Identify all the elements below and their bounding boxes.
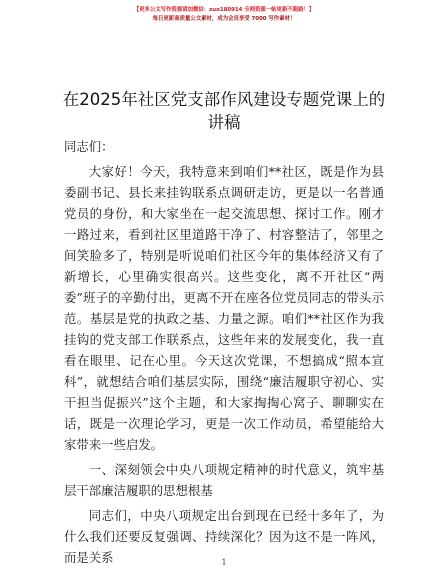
promo-banner-line-2: 每日更新高质量公文素材，成为会员享受 7000 写作素材！ [152,16,296,22]
document-title: 在2025年社区党支部作风建设专题党课上的讲稿 [62,90,386,132]
page-number: 1 [221,558,227,567]
paragraph-section-1: 同志们，中央八项规定出台到现在已经十多年了，为什么我们还要反复强调、持续深化？因为这不是一阵风，而是关系 [64,508,384,565]
promo-banner [0,6,448,24]
section-heading-1: 一、深刻领会中央八项规定精神的时代意义，筑牢基层干部廉洁履职的思想根基 [64,462,384,498]
paragraph-intro: 大家好！今天，我特意来到咱们**社区，既是作为县委副书记、县长来挂钩联系点调研走访，更是以一名普通党员的身份，和大家坐在一起交流思想、探讨工作。刚才一路过来，看到社区里道路干净了、村容整洁了，邻里之间笑脸多了，特别是听说咱们社区今年的集体经济又有了新增长，心里确实很高兴。这些变化，离不开社区“两委”班子的辛勤付出，更离不开在座各位党员同志的带头示范。基层是党的执政之基、力量之源。咱们**社区作为我挂钩的党支部工作联系点，这些年来的发展变化，我一直看在眼里、记在心里。今天这次党课，不想搞成“照本宣科”，就想结合咱们基层实际，围绕“廉洁履职守初心、实干担当促振兴”这个主题，和大家掏掏心窝子、聊聊实在话，既是一次理论学习，更是一次工作动员，希望能给大家带来一些启发。 [64,164,384,452]
promo-banner-line-1: 【更多公文写作资源请加微信：zuo180914 全网资源一帖更新不跑路！】 [133,7,315,13]
salutation: 同志们： [64,139,114,154]
document-body [64,136,384,568]
